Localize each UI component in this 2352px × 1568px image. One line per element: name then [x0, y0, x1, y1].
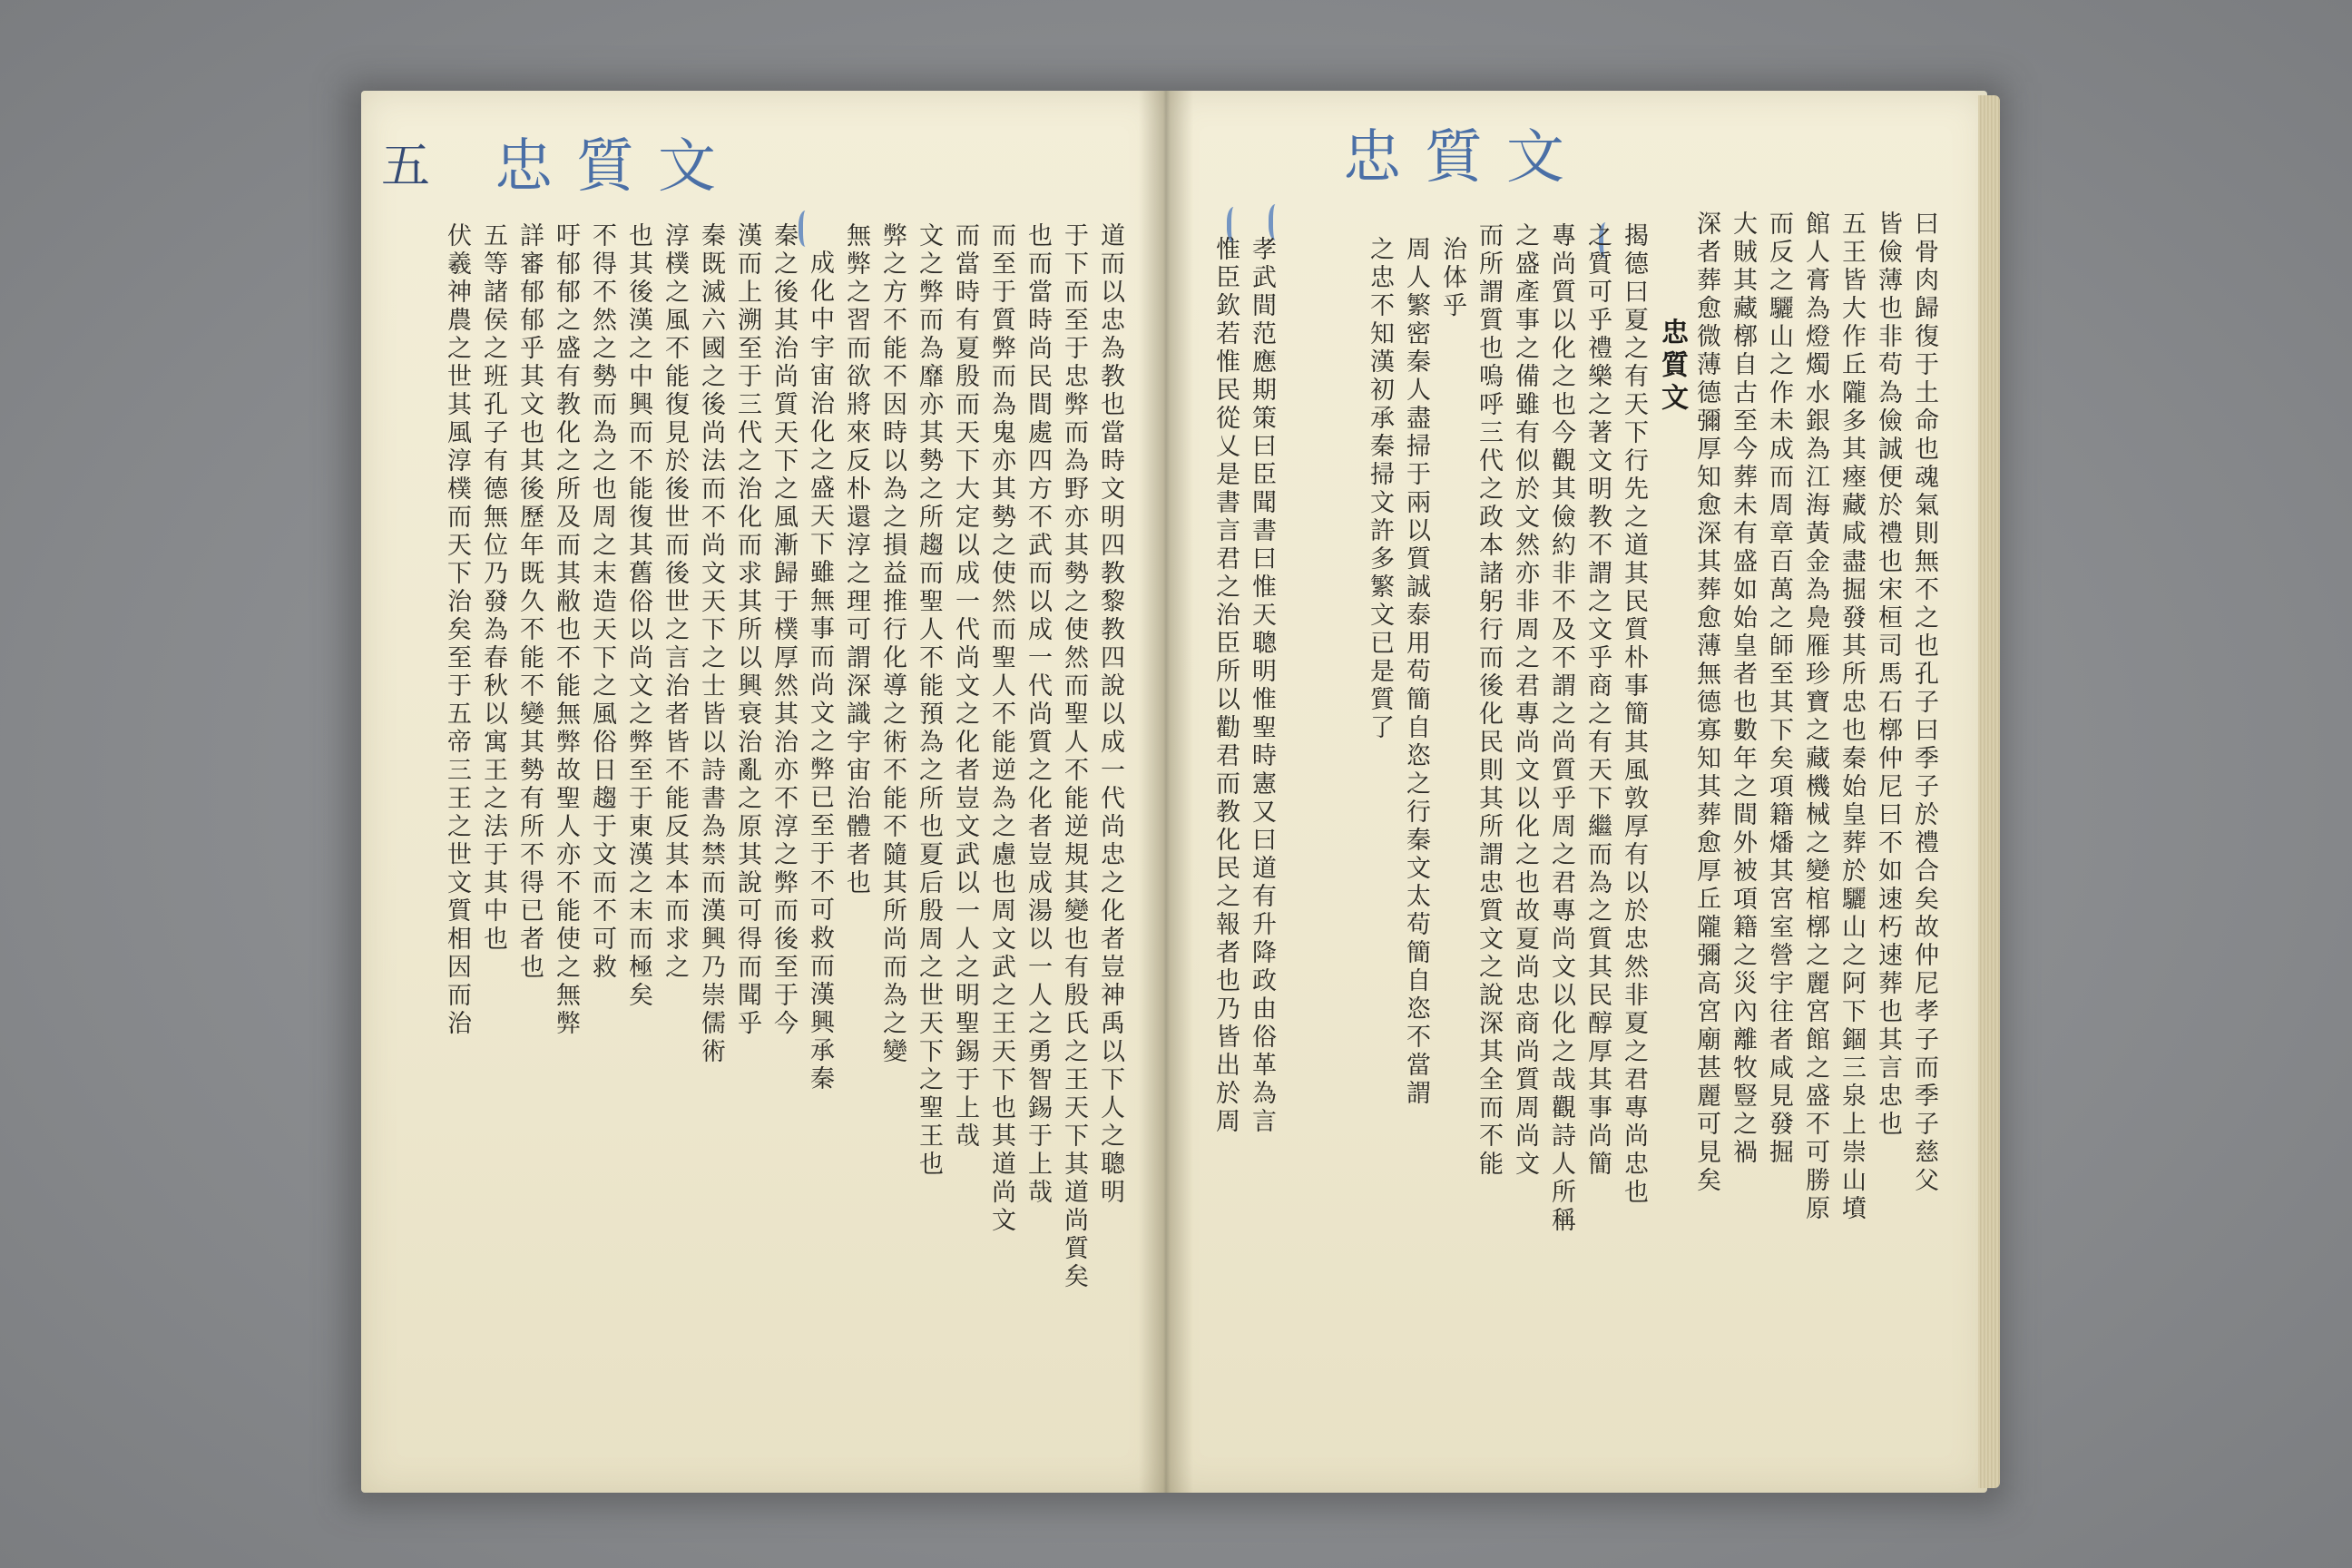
text-column: 大賊其藏槨自古至今葬未有盛如始皇者也數年之間外被項籍之災內離牧豎之禍: [1729, 211, 1757, 1167]
text-column: 治体乎: [1438, 236, 1466, 320]
text-column: 而當時有夏殷而天下大定以成一代尚文之化者豈文武以一人之明聖錫于上哉: [951, 222, 979, 1151]
ink-mark: [1269, 204, 1286, 240]
text-column: 伏羲神農之世其風淳樸而天下治矣至于五帝三王之世文質相因而治: [443, 222, 471, 1038]
book-gutter: [1139, 91, 1193, 1493]
text-column: 也其後漢之中興而不能復其舊俗以尚文之弊至于東漢之末而極矣: [624, 222, 652, 1010]
text-column: 而所謂質也嗚呼三代之政本諸躬行而後化民則其所謂忠質文之說深其全而不能: [1475, 222, 1503, 1179]
left-page-heading: 忠質文: [495, 133, 740, 201]
text-column: 不得不然之勢而為之也周之末造天下之風俗日趨于文而不可救: [588, 222, 616, 982]
text-column: 之質可乎禮樂之著文明教不謂之文乎商之有天下繼而為之質其民醇厚其事尚簡: [1583, 222, 1612, 1179]
text-column: 道而以忠為教也當時文明四教黎教四說以成一代尚忠之化者豈神禹以下人之聰明: [1096, 222, 1124, 1207]
text-column: 文之弊而為靡亦其勢之所趨而聖人不能預為之所也夏后殷周之世天下之聖王也: [915, 222, 943, 1179]
text-column: 吁郁郁之盛有教化之所及而其敝也不能無弊故聖人亦不能使之無弊: [552, 222, 580, 1038]
page-number: 五: [381, 137, 430, 194]
text-column: 也而當時尚民間處四方不武而以成一代尚質之化者豈成湯以一人之勇智錫于上哉: [1024, 222, 1052, 1207]
text-column: 而反之驪山之作未成而周章百萬之師至其下矣項籍燔其宮室營宇往者咸見發掘: [1765, 211, 1793, 1167]
text-column: 于下而至于忠弊而為野亦其勢之使然而聖人不能逆規其變也有殷氏之王天下其道尚質矣: [1060, 222, 1088, 1291]
text-column: 惟臣欽若惟民從乂是書言君之治臣所以勸君而教化民之報者也乃皆出於周: [1211, 236, 1240, 1136]
text-column: 館人膏為燈燭水銀為江海黃金為鳧雁珍寶之藏機械之變棺槨之麗宮館之盛不可勝原: [1801, 211, 1829, 1223]
text-column: 揭德曰夏之有天下行先之道其民質朴事簡其風敦厚有以於忠然非夏之君專尚忠也: [1620, 222, 1648, 1207]
text-column: 曰骨肉歸復于土命也魂氣則無不之也孔子曰季子於禮合矣故仲尼孝子而季子慈父: [1910, 211, 1938, 1195]
page-edges: [1978, 95, 2000, 1488]
text-column: 周人繁密秦人盡掃于兩以質誠泰用苟簡自恣之行秦文太苟簡自恣不當謂: [1402, 236, 1430, 1108]
text-column: 無弊之習而欲將來反朴還淳之理可謂深識宇宙治體者也: [842, 222, 870, 897]
text-column: 弊之方不能不因時以為之損益推行化導之術不能不隨其所尚而為之變: [878, 222, 906, 1066]
section-title: 忠質文: [1656, 318, 1688, 416]
text-column: 專尚質以化之也今觀其儉約非不及不謂之尚質乎周之君專尚文以化之哉觀詩人所稱: [1547, 222, 1575, 1235]
text-column: 而至于質弊而為鬼亦其勢之使然而聖人不能逆為之慮也周文武之王天下也其道尚文: [987, 222, 1015, 1235]
text-column: 淳樸之風不能復見於後世而後世之言治者皆不能反其本而求之: [661, 222, 689, 982]
text-column: 之盛產事之備雖有似於文然亦非周之君專尚文以化之也故夏尚忠商尚質周尚文: [1511, 222, 1539, 1179]
text-column: 秦之後其治尚質天下之風漸歸于樸厚然其治亦不淳之弊而後至于今: [769, 222, 798, 1038]
text-column: 之忠不知漢初承秦掃文許多繁文已是質了: [1366, 236, 1394, 742]
text-column: 五王皆大作丘隴多其瘞藏咸盡掘發其所忠也秦始皇葬於驪山之阿下錮三泉上崇山墳: [1838, 211, 1866, 1223]
text-column: 漢而上溯至于三代之治化而求其所以興衰治亂之原其說可得而聞乎: [733, 222, 761, 1038]
text-column: 五等諸侯之班孔子有德無位乃發為春秋以寓王之法于其中也: [479, 222, 507, 954]
right-page-heading: 忠質文: [1343, 124, 1588, 191]
text-column: 深者葬愈微薄德彌厚知愈深其葬愈薄無德寡知其葬愈厚丘隴彌高宮廟甚麗可見矣: [1692, 211, 1720, 1195]
text-column: 成化中宇宙治化之盛天下雖無事而尚文之弊已至于不可救而漢興承秦: [806, 250, 834, 1093]
text-column: 皆儉薄也非苟為儉誠便於禮也宋桓司馬石槨仲尼曰不如速朽速葬也其言忠也: [1874, 211, 1902, 1139]
text-column: 詳審郁郁乎其文也其後歷年既久不能不變其勢有所不得已者也: [515, 222, 544, 982]
text-column: 秦既滅六國之後尚法而不尚文天下之士皆以詩書為禁而漢興乃崇儒術: [697, 222, 725, 1066]
text-column: 孝武間范應期策曰臣聞書曰惟天聰明惟聖時憲又曰道有升降政由俗革為言: [1248, 236, 1276, 1136]
